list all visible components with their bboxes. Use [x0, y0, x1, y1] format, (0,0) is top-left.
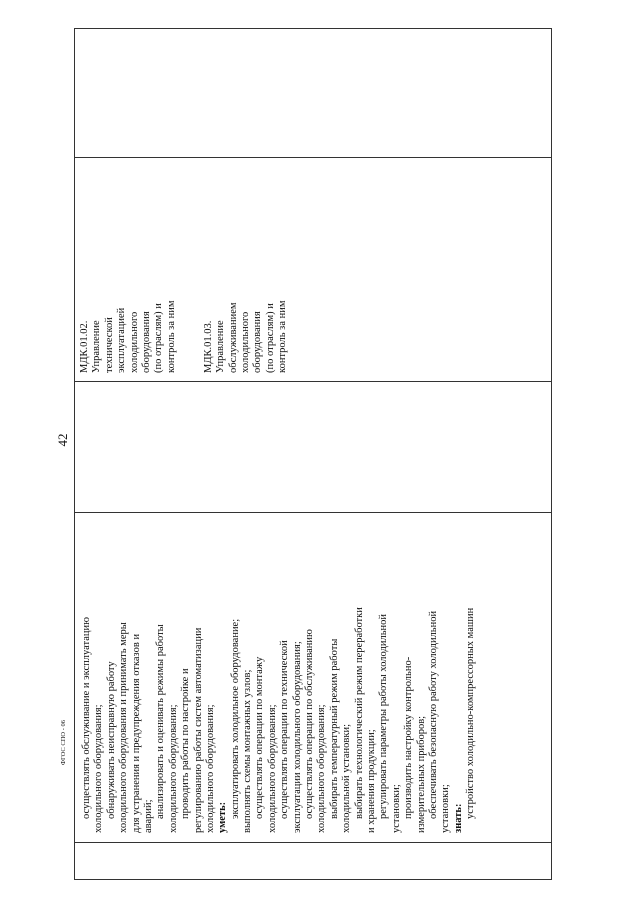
- competency-line: устройство холодильно-компрессорных машин: [465, 607, 477, 819]
- competency-line: выбирать температурный режим работы: [328, 638, 340, 819]
- competency-table: [74, 28, 552, 880]
- competency-line: установки;: [390, 784, 402, 833]
- competency-line: холодильного оборудования;: [266, 704, 278, 833]
- mdk-0102-line: холодильного: [128, 311, 140, 373]
- competency-line: обнаруживать неисправную работу: [105, 661, 117, 819]
- mdk-0103-block: [203, 181, 290, 373]
- competency-line: эксплуатировать холодильное оборудование;: [229, 618, 241, 819]
- competency-line: холодильного оборудования и принимать меры: [118, 622, 130, 833]
- competency-line: обеспечивать безопасную работу холодильной: [427, 610, 439, 819]
- spacer: [178, 181, 190, 373]
- footer: [58, 720, 70, 880]
- mdk-0103-line: (по отраслям) и: [264, 303, 276, 373]
- competency-line: холодильной установки;: [341, 723, 353, 833]
- mdk-0103-line: Управление: [215, 320, 227, 373]
- mdk-0102-block: [79, 181, 178, 373]
- competency-line: анализировать и оценивать режимы работы: [155, 624, 167, 819]
- competency-line: проводить работы по настройке и: [180, 668, 192, 819]
- page-number: 42: [55, 433, 70, 447]
- mdk-0102-line: оборудования: [140, 311, 152, 373]
- mdk-0102-line: (по отраслям) и: [153, 303, 165, 373]
- competency-line: холодильного оборудования;: [93, 704, 105, 833]
- mdk-0102-line: технической: [103, 317, 115, 373]
- competency-line: аварий;: [142, 799, 154, 833]
- competency-line: выбирать технологический режим переработки: [353, 607, 365, 819]
- spacer: [191, 181, 203, 373]
- mdk-0103-line: МДК.01.03.: [202, 320, 214, 373]
- competency-line: для устранения и предупреждения отказов и: [130, 633, 142, 833]
- mdk-0102-line: Управление: [91, 320, 103, 373]
- competency-line: осуществлять операции по обслуживанию: [304, 629, 316, 819]
- competency-line: осуществлять обслуживание и эксплуатацию: [81, 617, 92, 819]
- competency-line: холодильного оборудования;: [204, 704, 216, 833]
- competency-line: холодильного оборудования;: [167, 704, 179, 833]
- competency-line: осуществлять операции по технической: [279, 640, 291, 819]
- mdk-0103-line: оборудования: [252, 311, 264, 373]
- competency-line: установки;: [440, 784, 452, 833]
- competency-line: и хранения продукции;: [365, 729, 377, 833]
- competency-line: осуществлять операции по монтажу: [254, 656, 266, 819]
- competency-line: эксплуатации холодильного оборудования;: [291, 641, 303, 833]
- table-container: [74, 28, 552, 880]
- competency-cell: [81, 519, 478, 837]
- competency-line: холодильного оборудования;: [316, 704, 328, 833]
- column-divider: [75, 842, 551, 843]
- competency-line: производить настройку контрольно-: [403, 656, 415, 819]
- competency-line: регулировать параметры работы холодильной: [378, 614, 390, 819]
- section-heading: знать:: [452, 803, 464, 833]
- column-divider: [75, 512, 551, 513]
- mdk-0102-line: МДК.01.02.: [79, 320, 90, 373]
- mdk-0103-line: холодильного: [240, 311, 252, 373]
- column-divider: [75, 381, 551, 382]
- competency-line: регулированию работы систем автоматизации: [192, 627, 204, 833]
- mdk-cell: [79, 177, 290, 377]
- mdk-0103-line: контроль за ним: [277, 300, 289, 373]
- competency-line: измерительных приборов;: [415, 715, 427, 833]
- competency-line: выполнять схемы монтажных узлов;: [242, 669, 254, 833]
- mdk-0103-line: обслуживанием: [227, 302, 239, 373]
- mdk-0102-line: контроль за ним: [165, 300, 177, 373]
- section-heading: уметь:: [217, 801, 229, 833]
- column-divider: [75, 157, 551, 158]
- footer-code: ФГОС СПО - 06: [60, 720, 67, 766]
- mdk-0102-line: эксплуатацией: [116, 307, 128, 373]
